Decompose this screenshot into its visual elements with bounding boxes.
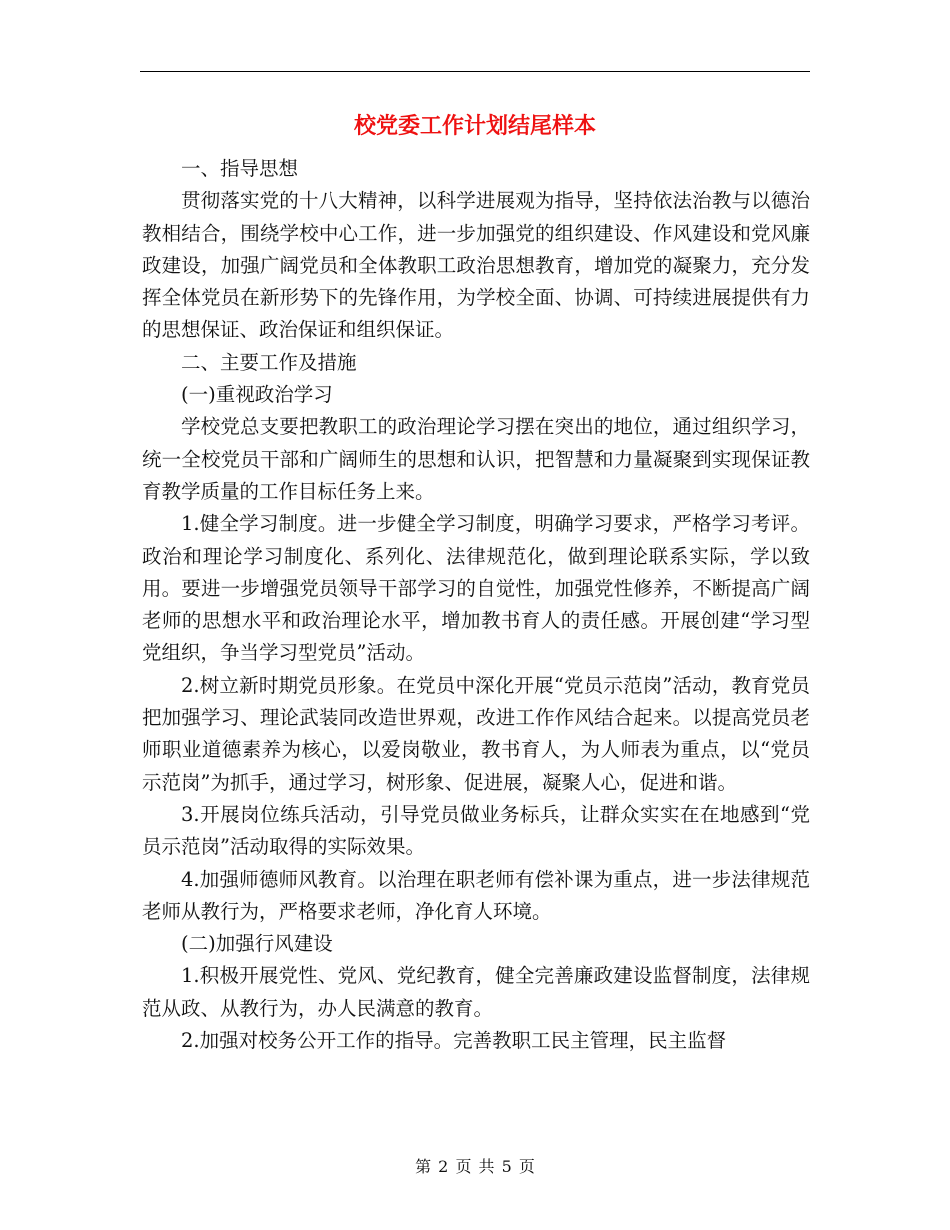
paragraph: 2.加强对校务公开工作的指导。完善教职工民主管理，民主监督 [181, 1029, 727, 1053]
paragraph: 3.开展岗位练兵活动，引导党员做业务标兵，让群众实实在在地感到“党员示范岗”活动取得的实际效果。 [142, 802, 810, 859]
paragraph: 1.积极开展党性、党风、党纪教育，健全完善廉政建设监督制度，法律规范从政、从教行为，办人民满意的教育。 [142, 964, 810, 1020]
section-heading-guiding-thought: 一、指导思想 [181, 157, 299, 180]
document-title: 校党委工作计划结尾样本 [353, 113, 596, 139]
paragraph: 2.树立新时期党员形象。在党员中深化开展“党员示范岗”活动，教育党员把加强学习、理论武装同改造世界观，改进工作作风结合起来。以提高党员老师职业道德素养为核心，以爱岗敬业，教书育人，为人师表为重点，以“党员示范岗”为抓手，通过学习，树形象、促进展，凝聚人心，促进和谐。 [142, 673, 810, 794]
subsection-heading-work-style: (二)加强行风建设 [181, 932, 333, 956]
page-number: 第 2 页 共 5 页 [415, 1157, 535, 1176]
paragraph: 4.加强师德师风教育。以治理在职老师有偿补课为重点，进一步法律规范老师从教行为，严格要求老师，净化育人环境。 [142, 867, 810, 923]
paragraph: 贯彻落实党的十八大精神，以科学进展观为指导，坚持依法治教与以德治教相结合，围绕学校中心工作，进一步加强党的组织建设、作风建设和党风廉政建设，加强广阔党员和全体教职工政治思想教育，增加党的凝聚力，充分发挥全体党员在新形势下的先锋作用，为学校全面、协调、可持续进展提供有力的思想保证、政治保证和组织保证。 [142, 189, 810, 342]
section-heading-main-work: 二、主要工作及措施 [181, 350, 357, 374]
subsection-heading-political-study: (一)重视政治学习 [181, 383, 333, 407]
header-rule [140, 71, 810, 72]
paragraph: 1.健全学习制度。进一步健全学习制度，明确学习要求，严格学习考评。政治和理论学习制度化、系列化、法律规范化，做到理论联系实际，学以致用。要进一步增强党员领导干部学习的自觉性，加强党性修养，不断提高广阔老师的思想水平和政治理论水平，增加教书育人的责任感。开展创建“学习型党组织，争当学习型党员”活动。 [142, 512, 810, 665]
document-body [142, 153, 810, 1057]
paragraph: 学校党总支要把教职工的政治理论学习摆在突出的地位，通过组织学习，统一全校党员干部和广阔师生的思想和认识，把智慧和力量凝聚到实现保证教育教学质量的工作目标任务上来。 [142, 415, 810, 503]
